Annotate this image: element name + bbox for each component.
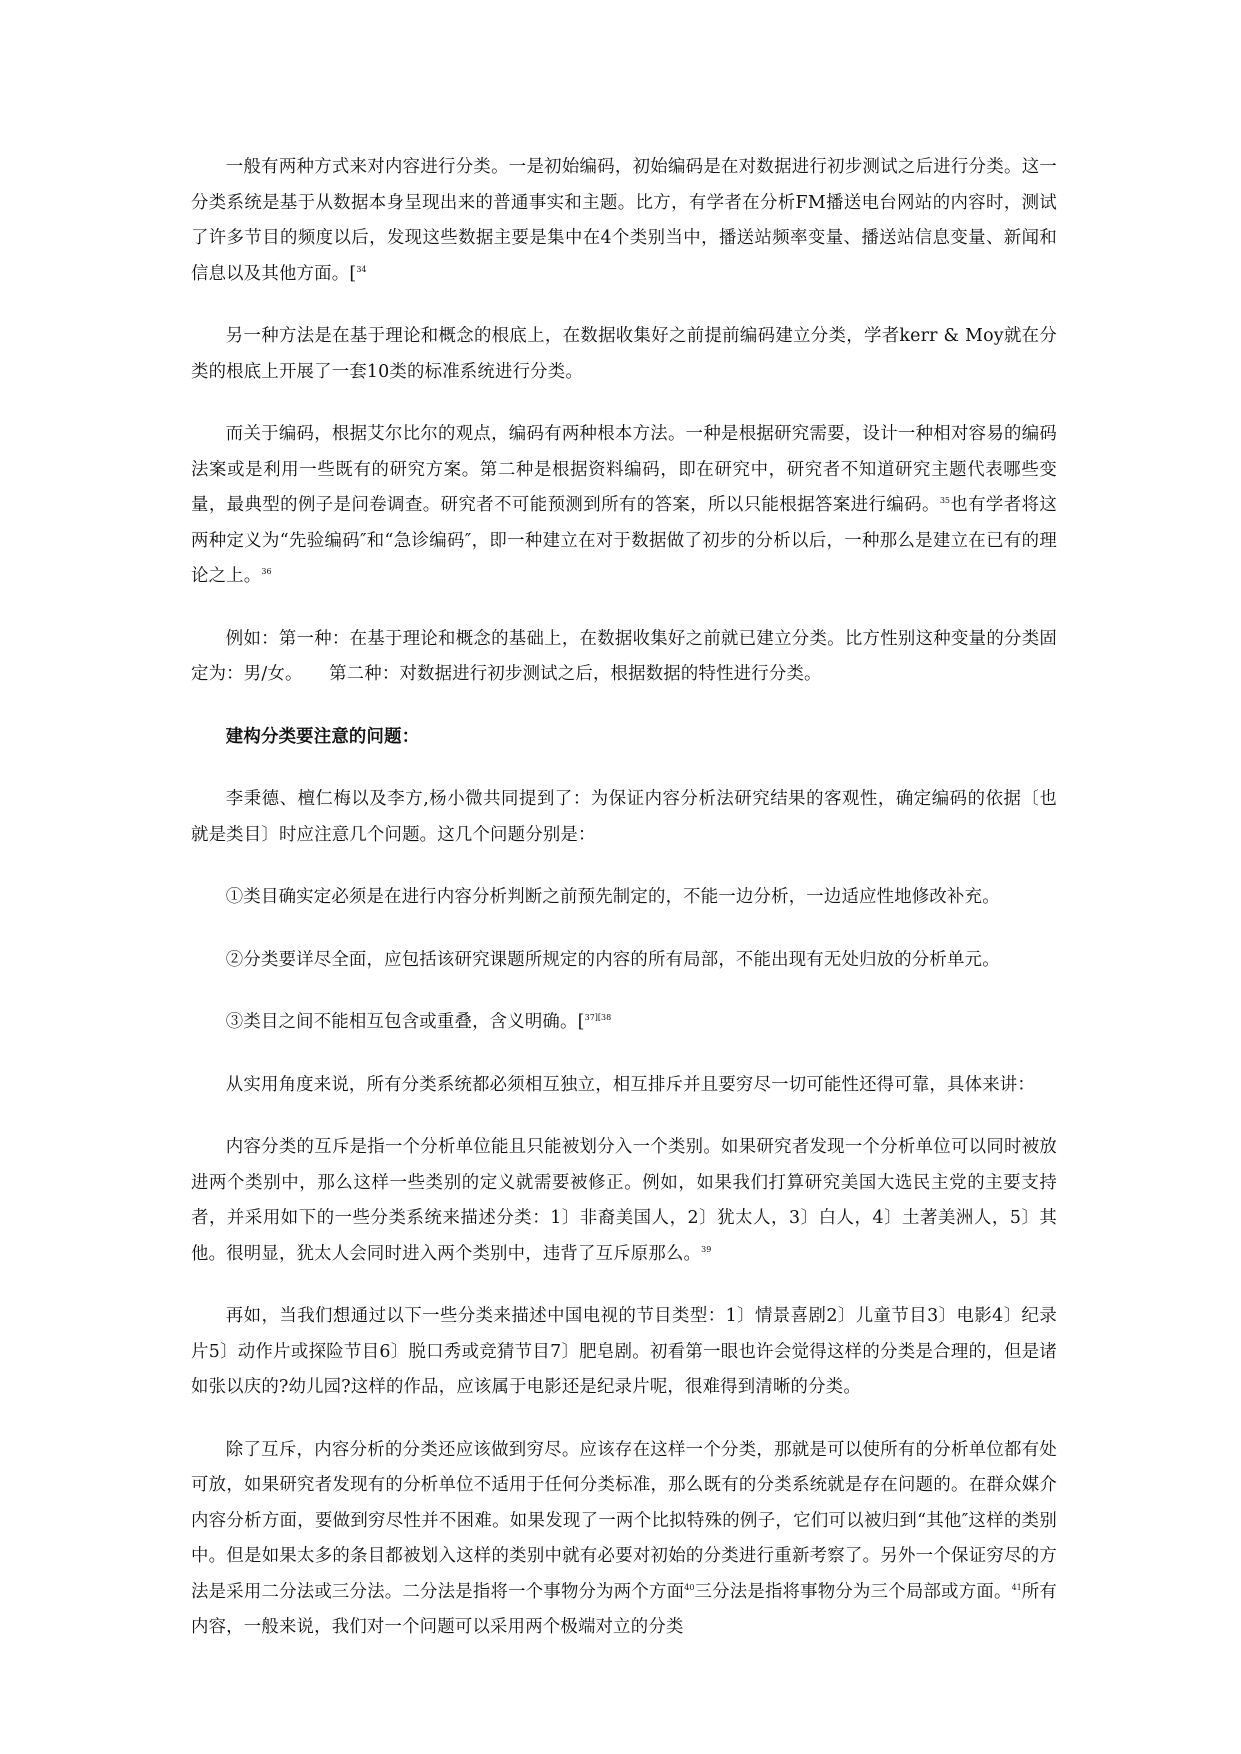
paragraph-theory-coding	[191, 319, 1057, 390]
heading-text: 建构分类要注意的问题：	[225, 726, 420, 747]
paragraph-text: 所有内容，一般来说，我们对一个问题可以采用两个极端对立的分类	[191, 1581, 1057, 1637]
paragraph-tv-example	[191, 1299, 1057, 1406]
paragraph-text: 从实用角度来说，所有分类系统都必须相互独立，相互排斥并且要穷尽一切可能性还得可靠，具体来讲：	[225, 1074, 1035, 1095]
citation-marker: 41	[1011, 1582, 1022, 1592]
paragraph-mutual-exclusion	[191, 1130, 1057, 1272]
citation-marker: 39	[701, 1244, 712, 1254]
citation-marker: 34	[356, 264, 367, 274]
paragraph-text: 一般有两种方式来对内容进行分类。一是初始编码，初始编码是在对数据进行初步测试之后进行分类。这一分类系统是基于从数据本身呈现出来的普通事实和主题。比方，有学者在分析FM播送电台网站的内容时，测试了许多节目的频度以后，发现这些数据主要是集中在4个类别当中，播送站频率变量、播送站信息变量、新闻和信息以及其他方面。[	[191, 157, 1057, 284]
list-item-text: ①类目确实定必须是在进行内容分析判断之前预先制定的，不能一边分析，一边适应性地修改补充。	[225, 887, 1000, 907]
list-item-1	[191, 880, 1057, 916]
section-heading	[191, 720, 1057, 756]
paragraph-text: 例如：第一种：在基于理论和概念的基础上，在数据收集好之前就已建立分类。比方性别这种变量的分类固定为：男/女。 第二种：对数据进行初步测试之后，根据数据的特性进行分类。	[191, 628, 1057, 684]
paragraph-text: 再如，当我们想通过以下一些分类来描述中国电视的节目类型：1〕情景喜剧2〕儿童节目3〕电影4〕纪录片5〕动作片或探险节目6〕脱口秀或竞猜节目7〕肥皂剧。初看第一眼也许会觉得这样的分类是合理的，但是诸如张以庆的?幼儿园?这样的作品，应该属于电影还是纪录片呢，很难得到清晰的分类。	[191, 1306, 1057, 1397]
list-item-2	[191, 943, 1057, 979]
paragraph-coding-methods	[191, 417, 1057, 595]
paragraph-text: 三分法是指将事物分为三个局部或方面。	[694, 1581, 1012, 1602]
paragraph-initial-coding	[191, 150, 1057, 292]
citation-marker: 36	[261, 567, 272, 577]
list-item-3	[191, 1005, 1057, 1041]
citation-marker: 40	[684, 1582, 695, 1592]
citation-marker: 35	[939, 496, 951, 506]
citation-marker: 37][38	[584, 1013, 612, 1023]
paragraph-text: 内容分类的互斥是指一个分析单位能且只能被划分入一个类别。如果研究者发现一个分析单位可以同时被放进两个类别中，那么这样一些类别的定义就需要被修正。例如，如果我们打算研究美国大选民主党的主要支持者，并采用如下的一些分类系统来描述分类：1〕非裔美国人，2〕犹太人，3〕白人，4〕土著美洲人，5〕其他。很明显，犹太人会同时进入两个类别中，违背了互斥原那么。	[191, 1137, 1057, 1264]
paragraph-text: 李秉德、檀仁梅以及李方,杨小微共同提到了：为保证内容分析法研究结果的客观性，确定编码的依据〔也就是类目〕时应注意几个问题。这几个问题分别是：	[191, 789, 1057, 845]
paragraph-text: 也有学者将这两种定义为“先验编码″和“急诊编码″，即一种建立在对于数据做了初步的分析以后，一种那么是建立在已有的理论之上。	[191, 495, 1058, 586]
paragraph-practical	[191, 1068, 1057, 1104]
paragraph-example	[191, 622, 1057, 693]
document-body	[191, 150, 1057, 1646]
list-item-text: ②分类要详尽全面，应包括该研究课题所规定的内容的所有局部，不能出现有无处归放的分析单元。	[225, 949, 1000, 970]
paragraph-exhaustiveness	[191, 1433, 1057, 1646]
paragraph-text: 而关于编码，根据艾尔比尔的观点，编码有两种根本方法。一种是根据研究需要，设计一种相对容易的编码法案或是利用一些既有的研究方案。第二种是根据资料编码，即在研究中，研究者不知道研究主题代表哪些变量，最典型的例子是问卷调查。研究者不可能预测到所有的答案，所以只能根据答案进行编码。	[191, 424, 1057, 515]
paragraph-text: 除了互斥，内容分析的分类还应该做到穷尽。应该存在这样一个分类，那就是可以使所有的分析单位都有处可放，如果研究者发现有的分析单位不适用于任何分类标准，那么既有的分类系统就是存在问题的。在群众媒介内容分析方面，要做到穷尽性并不困难。如果发现了一两个比拟特殊的例子，它们可以被归到“其他″这样的类别中。但是如果太多的条目都被划入这样的类别中就有必要对初始的分类进行重新考察了。另外一个保证穷尽的方法是采用二分法或三分法。二分法是指将一个事物分为两个方面	[191, 1439, 1057, 1602]
list-item-text: ③类目之间不能相互包含或重叠，含义明确。[	[225, 1012, 585, 1032]
paragraph-text: 另一种方法是在基于理论和概念的根底上，在数据收集好之前提前编码建立分类，学者kerr & Moy就在分类的根底上开展了一套10类的标准系统进行分类。	[191, 326, 1057, 382]
paragraph-issues-intro	[191, 782, 1057, 853]
